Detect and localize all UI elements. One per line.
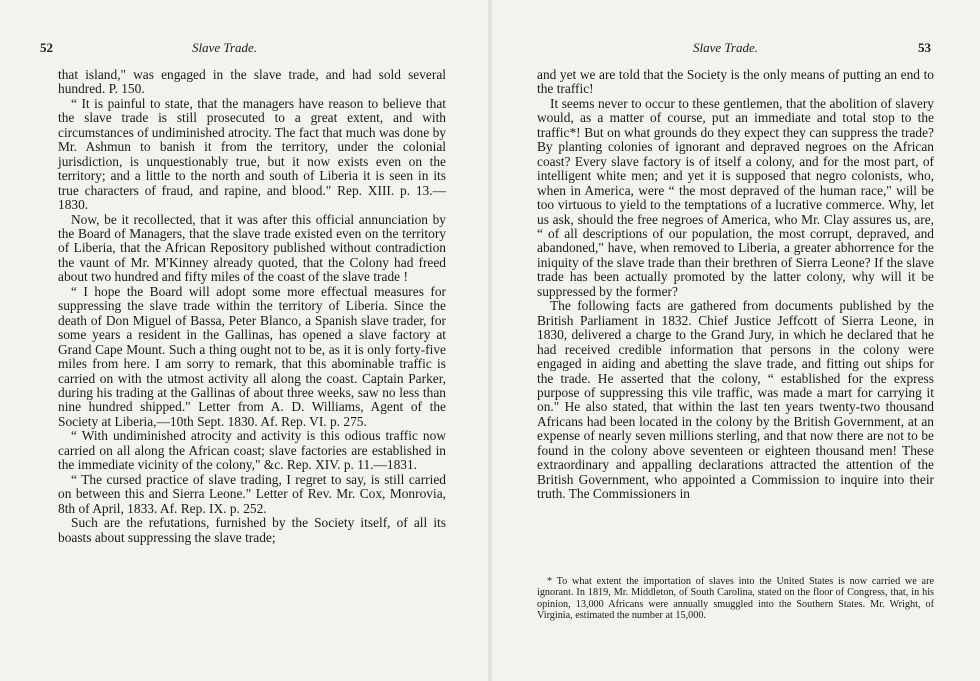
left-paragraph-7: Such are the refutations, furnished by the Society itself, of all its boasts about suppressing the slave trade; xyxy=(58,515,446,545)
left-page xyxy=(0,0,487,681)
left-paragraph-5: “ With undiminished atrocity and activity is this odious traffic now carried on all along the African coast; slave factories are established in the immediate vicinity of the colony," &c. Rep. XIV. p. 11.—1831. xyxy=(58,428,446,473)
right-paragraph-2: It seems never to occur to these gentlemen, that the abolition of slavery would, as a matter of course, put an immediate and total stop to the traffic*! But on what grounds do they expect they can suppress the trade? By planting colonies of ignorant and depraved negroes on the African coast? Every slave factory is of itself a colony, and for the most part, of intelligent white men; and yet it is supposed that negro colonists, who, when in America, were “ the most depraved of the human race," will be too virtuous to yield to the temptations of a lucrative commerce. Why, let us ask, should the free negroes of America, who Mr. Clay assures us, are, “ of all descriptions of our population, the most corrupt, depraved, and abandoned," have, when removed to Liberia, a greater abhorrence for the iniquity of the slave trade than their brethren of Sierra Leone? If the slave trade has been actually promoted by the latter colony, why will it be suppressed by the former? xyxy=(537,95,934,299)
right-page-footnote xyxy=(537,576,934,622)
left-paragraph-4: “ I hope the Board will adopt some more effectual measures for suppressing the slave trade within the territory of Liberia. Since the death of Don Miguel of Bassa, Peter Blanco, a Spanish slave trader, for some years a resident in the Gallinas, has opened a slave factory at Grand Cape Mount. Such a thing ought not to be, as it is only forty-five miles from here. I am sorry to remark, that this abominable traffic is carried on with the utmost activity all along the coast. Captain Parker, during his trading at the Gallinas of about three weeks, saw no less than nine hundred shipped." Letter from A. D. Williams, Agent of the Society at Liberia,—10th Sept. 1830. Af. Rep. VI. p. 275. xyxy=(58,283,446,429)
right-page-body xyxy=(537,68,934,502)
right-page xyxy=(493,0,980,681)
left-paragraph-2: “ It is painful to state, that the managers have reason to believe that the slave trade is still prosecuted to a great extent, and with circumstances of undiminished atrocity. The fact that much was done by Mr. Ashmun to banish it from the territory, under the colonial jurisdiction, is unquestionably true, but it now exists even on the territory; and a little to the north and south of Liberia it is seen in its true characters of fraud, and rapine, and blood." Rep. XIII. p. 13.—1830. xyxy=(58,95,446,213)
right-paragraph-1: and yet we are told that the Society is the only means of putting an end to the traffic! xyxy=(537,67,934,97)
left-paragraph-6: “ The cursed practice of slave trading, I regret to say, is still carried on between this and Sierra Leone." Letter of Rev. Mr. Cox, Monrovia, 8th of April, 1833. Af. Rep. IX. p. 252. xyxy=(58,471,446,516)
left-paragraph-3: Now, be it recollected, that it was after this official annunciation by the Board of Managers, that the slave trade existed even on the territory of Liberia, that the African Repository published without contradiction the vaunt of Mr. M'Kinney already quoted, that the Colony had freed about two hundred and fifty miles of the coast of the slave trade ! xyxy=(58,211,446,285)
right-running-head: Slave Trade. xyxy=(693,40,758,55)
right-page-number: 53 xyxy=(918,40,931,55)
right-paragraph-3: The following facts are gathered from documents published by the British Parliament in 1832. Chief Justice Jeffcott of Sierra Leone, in 1830, delivered a charge to the Grand Jury, in which he declared that he had received credible information that persons in the colony were engaged in aiding and abetting the slave trade, and fitting out ships for the trade. He asserted that the colony, “ established for the express purpose of suppressing this vile traffic, was made a mart for carrying it on." He also stated, that within the last ten years twenty-two thousand Africans had been located in the colony by the British Government, at an expense of nearly seven millions sterling, and that now there are not to be found in the colony above seventeen or eighteen thousand men! These extraordinary and appalling declarations attracted the attention of the British Government, who appointed a Commission to inquire into their truth. The Commissioners in xyxy=(537,298,934,502)
left-paragraph-1: that island," was engaged in the slave trade, and had sold several hundred. P. 150. xyxy=(58,67,446,97)
left-running-head: Slave Trade. xyxy=(192,40,257,55)
left-page-number: 52 xyxy=(40,40,53,55)
left-page-body xyxy=(58,68,446,545)
footnote-text: * To what extent the importation of slaves into the United States is now carried we are ignorant. In 1819, Mr. Middleton, of South Carolina, stated on the floor of Congress, that, in his opinion, 13,000 Africans were annually smuggled into the Southern States. Mr. Wright, of Virginia, estimated the number at 15,000. xyxy=(537,576,934,622)
